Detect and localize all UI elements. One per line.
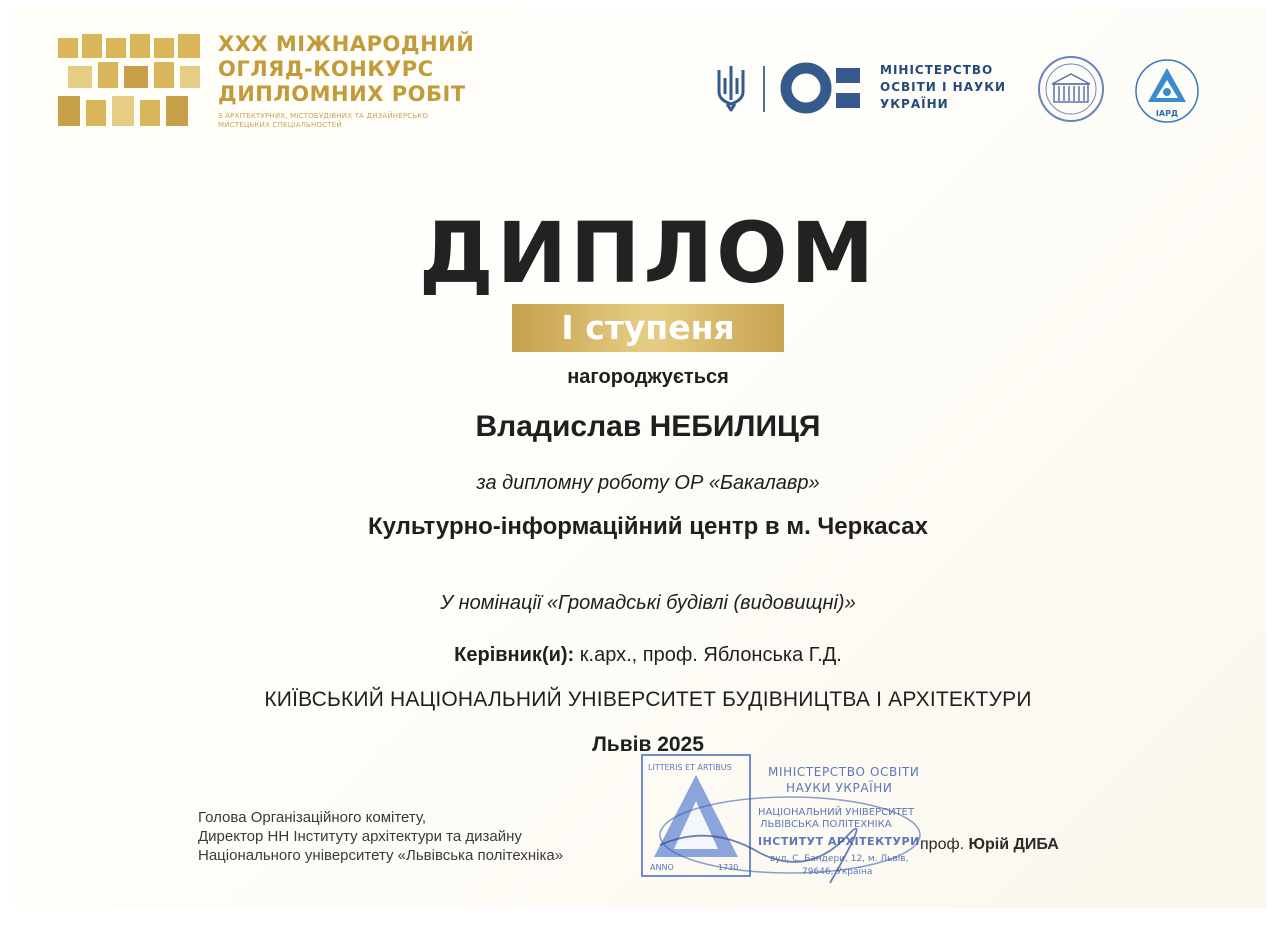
stamp-line-2: НАУКИ УКРАЇНИ <box>786 781 893 795</box>
supervisor <box>14 644 1280 667</box>
signer-name: Юрій ДИБА <box>968 836 1059 853</box>
degree-badge: І ступеня <box>512 304 784 352</box>
work-type: за дипломну роботу ОР «Бакалавр» <box>476 472 820 494</box>
signer <box>920 836 1059 854</box>
header-divider <box>763 66 765 112</box>
contest-title: XXX МІЖНАРОДНИЙ ОГЛЯД-КОНКУРС ДИПЛОМНИХ РОБІТ <box>218 32 475 106</box>
stamp-anno: ANNO <box>650 863 674 872</box>
iard-seal-icon <box>1132 56 1202 126</box>
project-title: Культурно-інформаційний центр в м. Черкасах <box>367 513 928 540</box>
diploma-sheet <box>14 8 1266 908</box>
signer-position: Голова Організаційного комітету, Директор НН Інституту архітектури та дизайну Національного університету «Львівська політехніка» <box>198 809 564 864</box>
supervisor-value: к.арх., проф. Яблонська Г.Д. <box>574 644 842 666</box>
stamp-line-1: МІНІСТЕРСТВО ОСВІТИ <box>768 765 920 779</box>
stamp-line-6: вул. С. Бандери, 12, м. Львів, <box>770 854 909 864</box>
official-stamp <box>640 753 940 898</box>
stamp-line-7: 79646, Україна <box>802 867 873 877</box>
recipient-name: Владислав НЕБИЛИЦЯ <box>475 410 821 443</box>
nomination: У номінації «Громадські будівлі (видовищні)» <box>440 592 856 614</box>
stamp-motto: LITTERIS ET ARTIBUS <box>648 763 732 772</box>
stamp-line-5: ІНСТИТУТ АРХІТЕКТУРИ <box>758 835 920 848</box>
trident-icon <box>714 64 748 112</box>
contest-logo-mark <box>58 32 208 132</box>
supervisor-label: Керівник(и): <box>454 644 575 666</box>
stamp-line-4: ЛЬВІВСЬКА ПОЛІТЕХНІКА <box>760 819 892 830</box>
contest-subtitle: З АРХІТЕКТУРНИХ, МІСТОБУДІВНИХ ТА ДИЗАЙНЕРСЬКО МИСТЕЦЬКИХ СПЕЦІАЛЬНОСТЕЙ <box>218 112 429 129</box>
ministry-name: МІНІСТЕРСТВО ОСВІТИ І НАУКИ УКРАЇНИ <box>880 63 1007 111</box>
stamp-year: 1730 <box>718 863 739 872</box>
header <box>14 8 1266 158</box>
diploma-title: ДИПЛОМ <box>418 204 878 302</box>
ministry-logo-icon <box>780 60 870 116</box>
place-year: Львів 2025 <box>592 733 704 756</box>
signer-prefix: проф. <box>920 836 969 853</box>
university-seal-icon <box>1034 54 1108 124</box>
university-name: КИЇВСЬКИЙ НАЦІОНАЛЬНИЙ УНІВЕРСИТЕТ БУДІВНИЦТВА І АРХІТЕКТУРИ <box>264 688 1032 711</box>
stamp-line-3: НАЦІОНАЛЬНИЙ УНІВЕРСИТЕТ <box>758 807 915 818</box>
awarded-caption: нагороджується <box>567 366 729 388</box>
iard-seal-label: ІАРД <box>1155 109 1179 118</box>
